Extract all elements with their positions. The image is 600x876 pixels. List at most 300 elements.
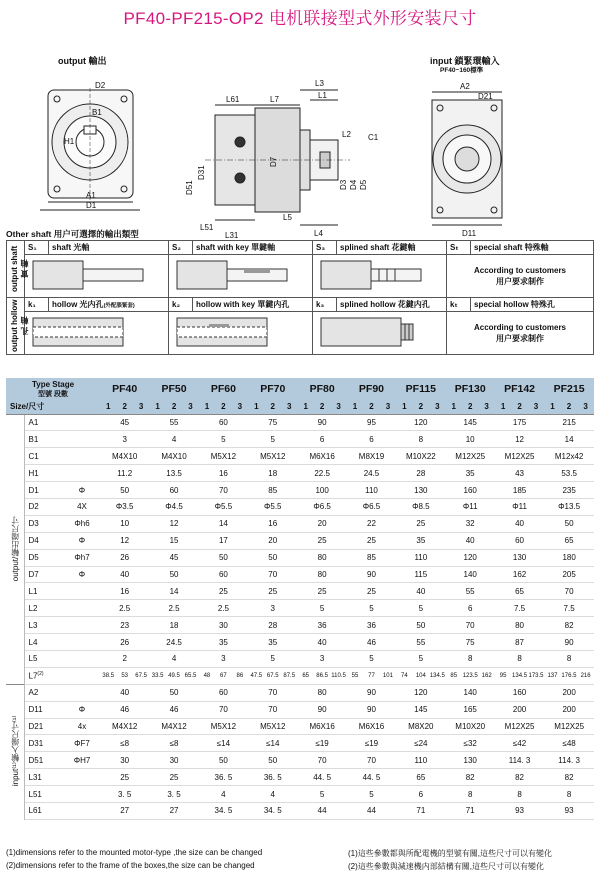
input-end-view — [432, 92, 502, 225]
hollow-label-kt: special hollow 特殊孔 — [471, 298, 594, 312]
row-label: B1 — [24, 431, 64, 448]
value-cell: 5 — [347, 600, 396, 617]
value-cell: ≤32 — [446, 735, 495, 752]
value-cell: 2.5 — [149, 600, 198, 617]
input-view-label: input 鎖緊環輸入 — [430, 56, 500, 66]
value-cell: 2.5 — [199, 600, 248, 617]
value-cell: 4 — [199, 786, 248, 803]
l7-value-cell: 134.5 — [429, 667, 445, 684]
value-cell: 130 — [446, 752, 495, 769]
spec-row-d1 — [6, 482, 594, 499]
value-cell: 90 — [544, 634, 594, 651]
value-cell: 8 — [495, 786, 544, 803]
l7-value-cell: 101 — [380, 667, 396, 684]
value-cell: 25 — [199, 583, 248, 600]
value-cell: 26 — [100, 549, 149, 566]
value-cell: 200 — [544, 684, 594, 701]
value-cell: 35 — [248, 634, 297, 651]
l7-value-cell: 162 — [478, 667, 494, 684]
value-cell: 50 — [149, 566, 198, 583]
value-cell: 44. 5 — [347, 769, 396, 786]
series-pf142: PF142 — [495, 378, 544, 400]
stage-cell: 2 — [413, 400, 429, 414]
value-cell: 175 — [495, 414, 544, 431]
series-pf50: PF50 — [149, 378, 198, 400]
output-view-label: output 輸出 — [58, 56, 107, 66]
l7-value-cell: 77 — [363, 667, 379, 684]
value-cell: M12X25 — [544, 718, 594, 735]
value-cell: Φ13.5 — [544, 498, 594, 515]
value-cell: 27 — [100, 802, 149, 819]
l7-value-cell: 86.5 — [314, 667, 330, 684]
value-cell: 80 — [495, 617, 544, 634]
l7-value-cell: 137 — [544, 667, 560, 684]
row-label: L51 — [24, 786, 64, 803]
value-cell: M5X12 — [199, 718, 248, 735]
row-symbol: Φh7 — [64, 549, 100, 566]
value-cell: 6 — [347, 431, 396, 448]
value-cell: M5X12 — [199, 448, 248, 465]
value-cell: ≤19 — [297, 735, 346, 752]
l7-value-cell: 67 — [215, 667, 231, 684]
svg-text:D4: D4 — [349, 179, 358, 190]
spec-row-d3 — [6, 515, 594, 532]
value-cell: 8 — [446, 786, 495, 803]
value-cell: 27 — [149, 802, 198, 819]
value-cell: 46 — [100, 701, 149, 718]
stage-cell: 2 — [215, 400, 231, 414]
spec-row-l4 — [6, 634, 594, 651]
row-symbol — [64, 769, 100, 786]
value-cell: 22.5 — [297, 465, 346, 482]
row-label: D11 — [24, 701, 64, 718]
spec-row-b1 — [6, 431, 594, 448]
series-pf40: PF40 — [100, 378, 149, 400]
value-cell: 12 — [495, 431, 544, 448]
value-cell: 7.5 — [544, 600, 594, 617]
hollow-label-k2: hollow with key 單鍵内孔 — [193, 298, 313, 312]
l7-value-cell: 104 — [413, 667, 429, 684]
stage-cell: 1 — [248, 400, 264, 414]
shaft-code-s3: S₃ — [313, 241, 337, 255]
value-cell: 140 — [446, 684, 495, 701]
row-symbol — [64, 650, 100, 667]
value-cell: M4X12 — [100, 718, 149, 735]
value-cell: 25 — [149, 769, 198, 786]
spec-row-l7 — [6, 667, 594, 684]
customer-note-row2: According to customers 用户要求制作 — [447, 312, 594, 355]
value-cell: 90 — [347, 566, 396, 583]
hollow-code-k2: k₂ — [169, 298, 193, 312]
value-cell: 5 — [347, 650, 396, 667]
input-group-label: input⁽¹⁾輸入端尺寸⁽¹⁾ — [6, 684, 24, 819]
value-cell: 50 — [248, 549, 297, 566]
row-symbol — [64, 617, 100, 634]
value-cell: Φ5.5 — [248, 498, 297, 515]
value-cell: 45 — [149, 549, 198, 566]
value-cell: M6X16 — [297, 448, 346, 465]
row-symbol: 4X — [64, 498, 100, 515]
value-cell: 25 — [347, 583, 396, 600]
type-stage-header: Type Stage 型號 段數 — [6, 378, 100, 400]
row-symbol — [64, 465, 100, 482]
spec-row-d11 — [6, 701, 594, 718]
l7-value-cell: 49.5 — [166, 667, 182, 684]
svg-text:L7: L7 — [270, 95, 279, 104]
shaft-label-st: special shaft 特殊軸 — [471, 241, 594, 255]
row-symbol: Φ — [64, 482, 100, 499]
value-cell: ≤42 — [495, 735, 544, 752]
stage-cell: 1 — [396, 400, 412, 414]
stage-cell: 1 — [347, 400, 363, 414]
spec-table-section — [6, 378, 594, 820]
svg-text:L31: L31 — [225, 231, 239, 240]
l7-value-cell: 87.5 — [281, 667, 297, 684]
row-label: D31 — [24, 735, 64, 752]
svg-text:A2: A2 — [460, 82, 470, 91]
value-cell: 5 — [297, 786, 346, 803]
value-cell: 8 — [544, 786, 594, 803]
row-label: D7 — [24, 566, 64, 583]
stage-cell: 1 — [149, 400, 165, 414]
spec-row-c1 — [6, 448, 594, 465]
row-label: L61 — [24, 802, 64, 819]
svg-text:L3: L3 — [315, 79, 324, 88]
hollow-label-k3: splined hollow 花鍵内孔 — [337, 298, 447, 312]
value-cell: 40 — [100, 566, 149, 583]
row-label: L5 — [24, 650, 64, 667]
row-label: L1 — [24, 583, 64, 600]
value-cell: 71 — [396, 802, 445, 819]
shaft-image-s1 — [25, 255, 169, 298]
value-cell: 15 — [149, 532, 198, 549]
value-cell: 7.5 — [495, 600, 544, 617]
value-cell: 20 — [297, 515, 346, 532]
value-cell: 90 — [297, 701, 346, 718]
l7-value-cell: 33.5 — [149, 667, 165, 684]
value-cell: 2 — [100, 650, 149, 667]
value-cell: 60 — [149, 482, 198, 499]
value-cell: 16 — [199, 465, 248, 482]
value-cell: 4 — [248, 786, 297, 803]
note-zh-1: (1)這些參數都與所配電機的型號有關,這些尺寸可以有變化 — [348, 849, 552, 858]
value-cell: ≤14 — [248, 735, 297, 752]
spec-row-l5 — [6, 650, 594, 667]
value-cell: 82 — [544, 769, 594, 786]
value-cell: 12 — [100, 532, 149, 549]
shaft-code-s2: S₂ — [169, 241, 193, 255]
value-cell: ≤14 — [199, 735, 248, 752]
l7-value-cell: 65.5 — [182, 667, 198, 684]
value-cell: 35 — [396, 532, 445, 549]
stage-cell: 3 — [577, 400, 594, 414]
value-cell: 10 — [100, 515, 149, 532]
value-cell: 160 — [495, 684, 544, 701]
value-cell: 80 — [297, 566, 346, 583]
value-cell: 44 — [297, 802, 346, 819]
value-cell: 24.5 — [149, 634, 198, 651]
value-cell: 215 — [544, 414, 594, 431]
row-label: A2 — [24, 684, 64, 701]
value-cell: 23 — [100, 617, 149, 634]
dim-d1: D1 — [86, 201, 97, 210]
value-cell: ≤48 — [544, 735, 594, 752]
value-cell: 53.5 — [544, 465, 594, 482]
value-cell: 200 — [495, 701, 544, 718]
shaft-label-s2: shaft with key 單鍵軸 — [193, 241, 313, 255]
svg-text:D31: D31 — [197, 165, 206, 180]
value-cell: M4X10 — [100, 448, 149, 465]
value-cell: 60 — [199, 414, 248, 431]
spec-row-d31 — [6, 735, 594, 752]
spec-row-a1 — [6, 414, 594, 431]
spec-row-a2 — [6, 684, 594, 701]
svg-text:D21: D21 — [478, 92, 493, 101]
svg-text:L2: L2 — [342, 130, 351, 139]
dim-h1: H1 — [64, 137, 75, 146]
value-cell: 22 — [347, 515, 396, 532]
series-pf70: PF70 — [248, 378, 297, 400]
value-cell: 5 — [248, 431, 297, 448]
value-cell: 65 — [495, 583, 544, 600]
row-label: D4 — [24, 532, 64, 549]
hollow-code-k1: k₁ — [25, 298, 49, 312]
dim-b1: B1 — [92, 108, 102, 117]
value-cell: 162 — [495, 566, 544, 583]
value-cell: 180 — [544, 549, 594, 566]
hollow-image-k3 — [313, 312, 447, 355]
value-cell: 93 — [495, 802, 544, 819]
value-cell: 90 — [347, 701, 396, 718]
value-cell: 70 — [199, 701, 248, 718]
value-cell: M8X19 — [347, 448, 396, 465]
dim-a1: A1 — [86, 191, 96, 200]
value-cell: 50 — [544, 515, 594, 532]
value-cell: 25 — [100, 769, 149, 786]
stage-cell: 1 — [544, 400, 560, 414]
value-cell: Φ5.5 — [199, 498, 248, 515]
input-view-sublabel: PF40~160標準 — [440, 67, 484, 74]
shaft-options-table — [6, 240, 594, 355]
value-cell: 5 — [396, 650, 445, 667]
svg-text:D7: D7 — [269, 156, 278, 167]
value-cell: 130 — [495, 549, 544, 566]
value-cell: 160 — [446, 482, 495, 499]
row-label: A1 — [24, 414, 64, 431]
row-symbol: Φ — [64, 701, 100, 718]
svg-text:L51: L51 — [200, 223, 214, 232]
shaft-code-s1: S₁ — [25, 241, 49, 255]
value-cell: 6 — [446, 600, 495, 617]
value-cell: 8 — [544, 650, 594, 667]
value-cell: 70 — [297, 752, 346, 769]
value-cell: 25 — [297, 532, 346, 549]
value-cell: 3 — [100, 431, 149, 448]
svg-text:L61: L61 — [226, 95, 240, 104]
l7-value-cell: 86 — [232, 667, 248, 684]
value-cell: 20 — [248, 532, 297, 549]
value-cell: 40 — [100, 684, 149, 701]
shaft-label-s1: shaft 光軸 — [49, 241, 169, 255]
series-pf130: PF130 — [446, 378, 495, 400]
svg-text:L5: L5 — [283, 213, 292, 222]
spec-row-l3 — [6, 617, 594, 634]
stage-cell: 3 — [380, 400, 396, 414]
row-label: D3 — [24, 515, 64, 532]
value-cell: 3. 5 — [149, 786, 198, 803]
value-cell: 95 — [347, 414, 396, 431]
value-cell: 6 — [396, 786, 445, 803]
value-cell: 8 — [396, 431, 445, 448]
value-cell: 26 — [100, 634, 149, 651]
size-header: Size/尺寸 — [6, 400, 100, 414]
row-symbol — [64, 414, 100, 431]
value-cell: ≤19 — [347, 735, 396, 752]
value-cell: 55 — [149, 414, 198, 431]
series-pf115: PF115 — [396, 378, 445, 400]
series-pf215: PF215 — [544, 378, 594, 400]
value-cell: 80 — [297, 549, 346, 566]
shaft-image-s2 — [169, 255, 313, 298]
row-label: L3 — [24, 617, 64, 634]
stage-cell: 1 — [297, 400, 313, 414]
value-cell: 17 — [199, 532, 248, 549]
value-cell: 34. 5 — [248, 802, 297, 819]
stage-cell: 2 — [166, 400, 182, 414]
value-cell: 43 — [495, 465, 544, 482]
stage-cell: 3 — [429, 400, 445, 414]
stage-cell: 2 — [116, 400, 132, 414]
stage-cell: 2 — [462, 400, 478, 414]
value-cell: 36. 5 — [199, 769, 248, 786]
value-cell: 55 — [446, 583, 495, 600]
spec-row-d7 — [6, 566, 594, 583]
spec-row-h1 — [6, 465, 594, 482]
value-cell: 85 — [347, 549, 396, 566]
stage-cell: 2 — [511, 400, 527, 414]
hollow-image-k2 — [169, 312, 313, 355]
value-cell: 40 — [495, 515, 544, 532]
other-shaft-section — [6, 228, 594, 355]
stage-cell: 3 — [281, 400, 297, 414]
spec-row-l31 — [6, 769, 594, 786]
stage-cell: 1 — [100, 400, 116, 414]
value-cell: 75 — [248, 414, 297, 431]
value-cell: 235 — [544, 482, 594, 499]
value-cell: 3 — [248, 600, 297, 617]
hollow-code-kt: kₜ — [447, 298, 471, 312]
row-label: L4 — [24, 634, 64, 651]
value-cell: 110 — [396, 549, 445, 566]
value-cell: 70 — [446, 617, 495, 634]
value-cell: 100 — [297, 482, 346, 499]
spec-row-d21 — [6, 718, 594, 735]
row-label: L2 — [24, 600, 64, 617]
l7-value-cell: 134.5 — [511, 667, 527, 684]
hollow-image-k1 — [25, 312, 169, 355]
value-cell: 65 — [396, 769, 445, 786]
value-cell: 145 — [446, 414, 495, 431]
value-cell: 70 — [248, 684, 297, 701]
value-cell: 8 — [446, 650, 495, 667]
value-cell: M6X16 — [347, 718, 396, 735]
value-cell: 11.2 — [100, 465, 149, 482]
spec-header-stages — [6, 400, 594, 414]
value-cell: Φ6.5 — [347, 498, 396, 515]
hollow-label-k1: hollow 光内孔(外配脹緊套) — [49, 298, 169, 312]
value-cell: 114. 3 — [495, 752, 544, 769]
svg-text:D51: D51 — [185, 180, 194, 195]
value-cell: 60 — [199, 566, 248, 583]
value-cell: 30 — [100, 752, 149, 769]
value-cell: 35 — [446, 465, 495, 482]
value-cell: 14 — [149, 583, 198, 600]
value-cell: 70 — [347, 752, 396, 769]
shaft-code-st: Sₜ — [447, 241, 471, 255]
value-cell: 10 — [446, 431, 495, 448]
value-cell: M10X20 — [446, 718, 495, 735]
spec-row-l1 — [6, 583, 594, 600]
value-cell: 25 — [297, 583, 346, 600]
value-cell: M12X25 — [495, 718, 544, 735]
series-pf80: PF80 — [297, 378, 346, 400]
value-cell: 46 — [347, 634, 396, 651]
dim-d2: D2 — [95, 81, 106, 90]
spec-row-d51 — [6, 752, 594, 769]
value-cell: M12X25 — [446, 448, 495, 465]
stage-cell: 1 — [495, 400, 511, 414]
row2-side-label: output hollow 孔 軸 — [7, 298, 25, 355]
value-cell: M8X20 — [396, 718, 445, 735]
row-symbol — [64, 802, 100, 819]
value-cell: Φ4.5 — [149, 498, 198, 515]
value-cell: 30 — [149, 752, 198, 769]
value-cell: 25 — [396, 515, 445, 532]
row-symbol — [64, 684, 100, 701]
value-cell: 70 — [248, 701, 297, 718]
value-cell: M5X12 — [248, 718, 297, 735]
stage-cell: 3 — [330, 400, 346, 414]
row-label: D2 — [24, 498, 64, 515]
spec-row-l2 — [6, 600, 594, 617]
value-cell: 8 — [495, 650, 544, 667]
value-cell: ≤8 — [149, 735, 198, 752]
value-cell: 36 — [297, 617, 346, 634]
value-cell: 85 — [248, 482, 297, 499]
value-cell: 5 — [199, 431, 248, 448]
value-cell: 80 — [297, 684, 346, 701]
value-cell: M6X16 — [297, 718, 346, 735]
value-cell: 130 — [396, 482, 445, 499]
l7-value-cell: 53 — [116, 667, 132, 684]
value-cell: 44 — [347, 802, 396, 819]
value-cell: 60 — [495, 532, 544, 549]
value-cell: 60 — [199, 684, 248, 701]
row-symbol: ΦH7 — [64, 752, 100, 769]
spec-row-d4 — [6, 532, 594, 549]
svg-text:D11: D11 — [462, 229, 477, 238]
value-cell: 14 — [199, 515, 248, 532]
stage-cell: 3 — [133, 400, 149, 414]
value-cell: M4X12 — [149, 718, 198, 735]
spec-row-d5 — [6, 549, 594, 566]
l7-value-cell: 176.5 — [561, 667, 577, 684]
value-cell: 25 — [248, 583, 297, 600]
l7-value-cell: 67.5 — [265, 667, 281, 684]
value-cell: 3. 5 — [100, 786, 149, 803]
value-cell: 205 — [544, 566, 594, 583]
value-cell: 3 — [199, 650, 248, 667]
